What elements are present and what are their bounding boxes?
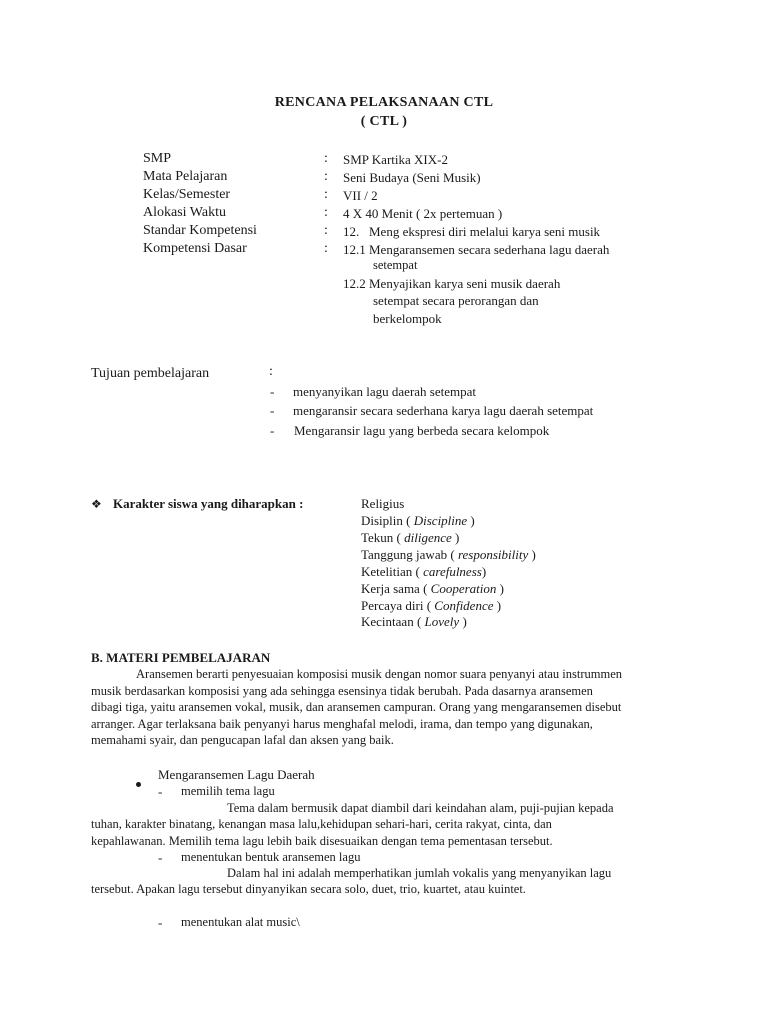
objective-item: mengaransir secara sederhana karya lagu daerah setempat: [293, 403, 594, 418]
sub-item-line: kepahlawanan. Memilih tema lagu lebih baik disesuaikan dengan tema pementasan tersebut.: [91, 834, 553, 848]
sub-item-line: Dalam hal ini adalah memperhatikan jumlah vokalis yang menyanyikan lagu: [227, 866, 612, 880]
sub-item-dash: -: [158, 915, 163, 930]
identity-value: VII / 2: [343, 188, 378, 203]
identity-value: 12. Meng ekspresi diri melalui karya seni musik: [343, 224, 601, 239]
character-item: Tekun ( diligence ): [361, 530, 460, 545]
document-title: RENCANA PELAKSANAAN CTL: [274, 95, 494, 110]
identity-value: 4 X 40 Menit ( 2x pertemuan ): [343, 206, 503, 221]
identity-label: Standar Kompetensi: [143, 223, 257, 238]
sub-item-line: Tema dalam bermusik dapat diambil dari keindahan alam, puji-pujian kepada: [227, 801, 614, 815]
character-item: Percaya diri ( Confidence ): [361, 598, 502, 613]
paragraph-line: arranger. Agar terlaksana baik penyanyi harus menghafal melodi, irama, dan tempo yang digunakan,: [91, 717, 593, 731]
identity-colon: :: [324, 205, 328, 220]
section-heading: B. MATERI PEMBELAJARAN: [91, 650, 271, 665]
sub-item-dash: -: [158, 784, 163, 799]
identity-value: SMP Kartika XIX-2: [343, 152, 448, 167]
bullet-item-title: Mengaransemen Lagu Daerah: [158, 767, 315, 782]
character-item: Tanggung jawab ( responsibility ): [361, 547, 536, 562]
identity-colon: :: [324, 151, 328, 166]
round-bullet-icon: [136, 774, 141, 792]
character-item: Kerja sama ( Cooperation ): [361, 581, 504, 596]
character-item: Religius: [361, 496, 405, 511]
identity-label: Kelas/Semester: [143, 187, 231, 202]
sub-item-line: tersebut. Apakan lagu tersebut dinyanyikan secara solo, duet, trio, kuartet, atau kuintet.: [91, 882, 526, 896]
objective-item: menyanyikan lagu daerah setempat: [293, 384, 477, 399]
objective-dash: -: [270, 423, 275, 438]
identity-value: Seni Budaya (Seni Musik): [343, 170, 481, 185]
character-item: Kecintaan ( Lovely ): [361, 614, 467, 629]
document-subtitle: ( CTL ): [360, 114, 408, 129]
identity-value-continuation: berkelompok: [373, 311, 442, 326]
identity-colon: :: [324, 169, 328, 184]
identity-label: SMP: [143, 151, 172, 166]
identity-label: Mata Pelajaran: [143, 169, 228, 184]
objective-dash: -: [270, 403, 275, 418]
identity-colon: :: [324, 223, 328, 238]
identity-label: Kompetensi Dasar: [143, 241, 247, 256]
sub-item-title: memilih tema lagu: [181, 784, 275, 798]
paragraph-line: memahami syair, dan pengucapan lafal dan aksen yang baik.: [91, 733, 394, 747]
objectives-colon: :: [269, 364, 273, 379]
objectives-label: Tujuan pembelajaran: [91, 366, 210, 381]
sub-item-line: tuhan, karakter binatang, kenangan masa lalu,kehidupan sehari-hari, cerita rakyat, cinta, dan: [91, 817, 552, 831]
sub-item-dash: -: [158, 850, 163, 865]
diamond-bullet-icon: ❖: [91, 497, 102, 511]
objective-dash: -: [270, 384, 275, 399]
identity-value: 12.2 Menyajikan karya seni musik daerah: [343, 276, 561, 291]
paragraph-line: musik berdasarkan komposisi yang ada sehingga esensinya tidak berubah. Pada dasarnya aransemen: [91, 684, 593, 698]
paragraph-line: dibagi tiga, yaitu aransemen vokal, musik, dan aransemen campuran. Orang yang mengaransemen disebut: [91, 700, 622, 714]
identity-value-continuation: setempat: [373, 258, 418, 272]
identity-colon: :: [324, 241, 328, 256]
sub-item-title: menentukan bentuk aransemen lagu: [181, 850, 361, 864]
character-label: Karakter siswa yang diharapkan :: [113, 496, 304, 511]
objective-item: Mengaransir lagu yang berbeda secara kelompok: [294, 423, 550, 438]
identity-value: 12.1 Mengaransemen secara sederhana lagu daerah: [343, 242, 610, 257]
identity-label: Alokasi Waktu: [143, 205, 226, 220]
character-item: Disiplin ( Discipline ): [361, 513, 475, 528]
character-item: Ketelitian ( carefulness): [361, 564, 487, 579]
paragraph-line: Aransemen berarti penyesuaian komposisi musik dengan nomor suara penyanyi atau instrummen: [136, 667, 622, 681]
identity-colon: :: [324, 187, 328, 202]
sub-item-title: menentukan alat music\: [181, 915, 300, 929]
identity-value-continuation: setempat secara perorangan dan: [373, 293, 539, 308]
